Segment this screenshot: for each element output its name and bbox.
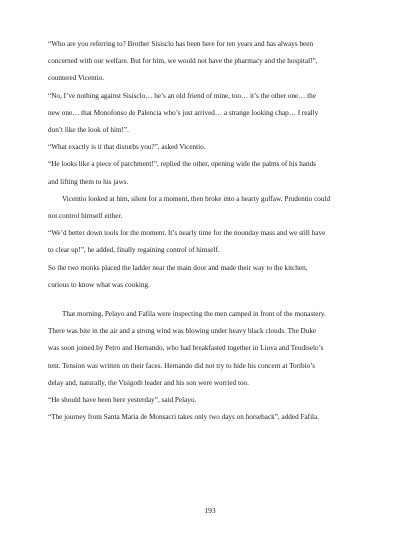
text-line: That morning, Pelayo and Fafila were inspecting the men camped in front of the monastery. (62, 310, 326, 319)
text-line: to clear up!”, he added, finally regaining control of himself. (48, 246, 220, 255)
text-line: not control himself either. (48, 212, 123, 221)
text-line: “The journey from Santa Maria de Monsacri takes only two days on horseback”, added Fafila. (48, 413, 320, 422)
text-line: was soon joined by Petro and Hernando, who had breakfasted together in Liuva and Teudiselo’s (48, 344, 324, 353)
text-line: countered Vicentio. (48, 74, 105, 83)
text-line: Vicentio looked at him, silent for a moment, then broke into a hearty guffaw. Prudentio could (62, 194, 331, 203)
text-line: “We’d better down tools for the moment. It’s nearly time for the noonday mass and we still have (48, 229, 326, 238)
text-line: concerned with our welfare. But for him, we would not have the pharmacy and the hospital!”, (48, 57, 318, 66)
text-line: “No, I’ve nothing against Sisisclo… he’s an old friend of mine, too… it’s the other one… the (48, 91, 316, 100)
text-line: tent. Tension was written on their faces. Hernando did not try to hide his concern at Toribio’s (48, 361, 315, 370)
text-line: new one… that Monofonso de Palencia who’s just arrived… a strange looking chap… I really (48, 108, 319, 117)
text-line: “Who are you referring to? Brother Sisisclo has been here for ten years and has always been (48, 40, 314, 48)
body-text (48, 36, 376, 426)
text-line: curious to know what was cooking. (48, 280, 150, 289)
text-line: So the two monks placed the ladder near the main door and made their way to the kitchen, (48, 263, 308, 272)
text-line: and lifting them to his jaws. (48, 177, 129, 186)
page-number: 193 (204, 506, 216, 515)
text-line: “What exactly is it that disturbs you?”, asked Vicentio. (48, 143, 206, 152)
text-line: don’t like the look of him!”. (48, 126, 129, 135)
text-line: “He looks like a piece of parchment!”, replied the other, opening wide the palms of his hands (48, 160, 316, 169)
section-break (48, 294, 376, 306)
text-line: delay and, naturally, the Visigoth leader and his son were worried too. (48, 378, 249, 387)
text-line: “He should have been here yesterday”, said Pelayo. (48, 396, 197, 405)
text-line: There was bite in the air and a strong wind was blowing under heavy black clouds. The Duke (48, 327, 317, 336)
